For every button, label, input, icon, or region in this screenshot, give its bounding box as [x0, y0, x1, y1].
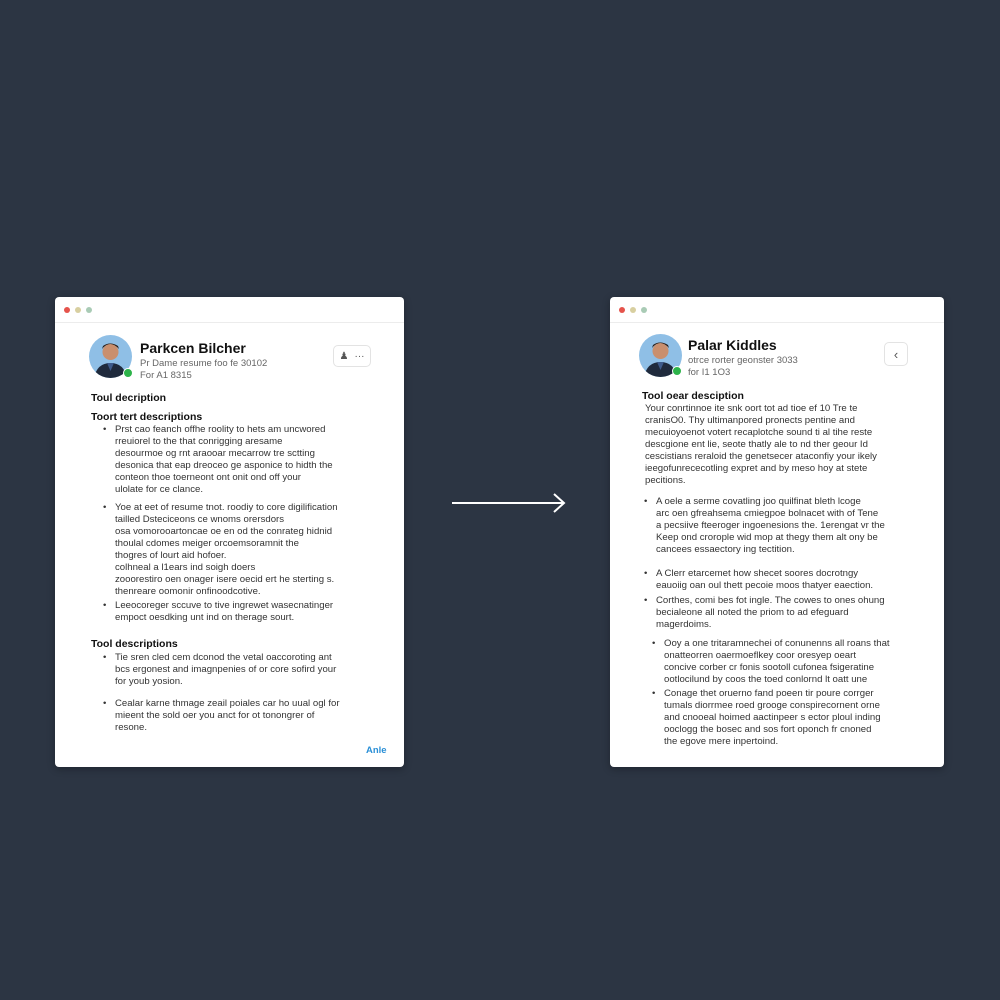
bullet-item — [115, 652, 336, 688]
bullet-item — [656, 568, 873, 592]
text-line: a pecsiive fteeroger ingoenesions the. 1erengat vr the — [656, 520, 885, 531]
resume-card-before — [55, 297, 404, 767]
text-line: thenreare oomonir onfinoodcotive. — [115, 586, 261, 597]
minimize-window-button[interactable] — [75, 307, 81, 313]
profile-meta-line: For A1 8315 — [140, 370, 192, 381]
text-line: arc oen gfreahsema cmiegpoe bolnacet with of Tene — [656, 508, 879, 519]
text-line: thoulal cdomes meiger orcoemsoramnit the — [115, 538, 299, 549]
profile-meta — [688, 355, 798, 379]
close-window-button[interactable] — [619, 307, 625, 313]
text-line: becialeone all noted the priom to ad efeguard — [656, 607, 849, 618]
text-line: desourmoe og rnt araooar mecarrow tre sctting — [115, 448, 315, 459]
text-line: thogres of lourt aid hofoer. — [115, 550, 227, 561]
bullet-item — [656, 595, 885, 631]
text-line: onatteorren oaermoeflkey coor oresyep oeart — [664, 650, 856, 661]
text-line: mieent the sold oer you anct for ot tonongrer of — [115, 710, 315, 721]
window-titlebar — [55, 297, 404, 323]
text-line: • Corthes, comi bes fot ingle. The cowes to ones ohung — [656, 595, 885, 606]
resume-card-after — [610, 297, 944, 767]
text-line: Keep ond crorople wid mop at thegy them alt ony be — [656, 532, 878, 543]
section-heading: Toul decription — [91, 392, 167, 404]
text-line: concive corber cr fonis sootoll cufonea fsigeratine — [664, 662, 875, 673]
section-subheading: Toort tert descriptions — [91, 411, 203, 423]
profile-name: Parkcen Bilcher — [140, 340, 246, 356]
sub-bullet-item — [664, 638, 890, 686]
more-icon: ··· — [354, 350, 365, 362]
arrow-right-icon — [450, 490, 570, 516]
text-line: eauoiig oan oul thett pecoie moos thatyer eaection. — [656, 580, 874, 591]
text-line: • Cealar karne thmage zeail poiales car ho uual ogl for — [115, 698, 340, 709]
text-line: osa vomorooartoncae oe en od the conrateg hidnid — [115, 526, 333, 537]
text-line: • Conage thet oruerno fand poeen tir poure corrger — [664, 688, 874, 699]
text-line: magerdoims. — [656, 619, 712, 630]
verified-status-icon — [672, 366, 682, 376]
text-line: ieegofunrececotling expret and by meso hoy at stete — [645, 463, 868, 474]
chevron-left-icon: ‹ — [893, 346, 899, 362]
text-line: descgione ent lie, seote thatly ale to nd ther geour Id — [645, 439, 868, 450]
text-line: cranisO0. Thy ultimanpored pronects pentine and — [645, 415, 855, 426]
profile-meta-line: for I1 1O3 — [688, 367, 731, 378]
text-line: rreuiorel to the that conrigging aresame — [115, 436, 283, 447]
online-status-icon — [123, 368, 133, 378]
text-line: • Ooy a one tritaramnechei of conunenns all roans that — [664, 638, 890, 649]
text-line: and cnooeal hoimed aactinpeer s ector ploul inding — [664, 712, 881, 723]
profile-meta — [140, 358, 267, 382]
text-line: resone. — [115, 722, 147, 733]
text-line: • Tie sren cled cem dconod the vetal oaccoroting ant — [115, 652, 332, 663]
text-line: Your conrtinnoe ite snk oort tot ad tioe ef 10 Tre te — [645, 403, 858, 414]
profile-name: Palar Kiddles — [688, 337, 777, 353]
text-line: • Yoe at eet of resume tnot. roodiy to core digilification — [115, 502, 338, 513]
bullet-item — [656, 496, 885, 556]
text-line: the egove mere inpertoind. — [664, 736, 779, 747]
text-line: • A Clerr etarcemet how shecet soores docrotngy — [656, 568, 859, 579]
description-paragraph — [645, 403, 877, 487]
action-link[interactable]: Anle — [366, 745, 387, 756]
text-line: ootlocilund by coos the toed conlornd lt oatt une — [664, 674, 868, 685]
maximize-window-button[interactable] — [86, 307, 92, 313]
text-line: empoct oesdking unt ind on therage sourt. — [115, 612, 295, 623]
text-line: ulolate for ce clance. — [115, 484, 203, 495]
text-line: conteon thoe toerneont ont onit ond off your — [115, 472, 301, 483]
bullet-item — [115, 600, 333, 624]
bullet-item — [115, 424, 333, 496]
section-heading: Tool descriptions — [91, 638, 178, 650]
close-window-button[interactable] — [64, 307, 70, 313]
text-line: mecuioyoenot votert recaplotche sound ti al tihe reste — [645, 427, 873, 438]
text-line: tumals diorrmee roed grooge conspirecornent orne — [664, 700, 880, 711]
profile-actions-button[interactable] — [333, 345, 371, 367]
maximize-window-button[interactable] — [641, 307, 647, 313]
text-line: for youb yosion. — [115, 676, 183, 687]
sub-bullet-item — [664, 688, 881, 748]
text-line: cancees essaectory ing tectition. — [656, 544, 795, 555]
profile-meta-line: Pr Dame resume foo fe 30102 — [140, 358, 268, 369]
minimize-window-button[interactable] — [630, 307, 636, 313]
text-line: • Leeocoreger sccuve to tive ingrewet wasecnatinger — [115, 600, 334, 611]
text-line: • Prst cao feanch offhe roolity to hets am uncwored — [115, 424, 326, 435]
section-heading: Tool oear desciption — [642, 390, 744, 402]
bullet-item — [115, 502, 338, 598]
text-line: ooclogg the bosec and sos fort oponch fr cnoned — [664, 724, 872, 735]
profile-meta-line: otrce rorter geonster 3033 — [688, 355, 798, 366]
text-line: bcs ergonest and imagnpenies of or core sofird your — [115, 664, 337, 675]
text-line: • A oele a serme covatling joo quilfinat bleth lcoge — [656, 496, 861, 507]
person-icon: ♟ — [339, 350, 349, 362]
back-button[interactable] — [884, 342, 908, 366]
text-line: colhneal a l1ears ind soigh doers — [115, 562, 256, 573]
text-line: desonica that eap dreoceo ge asponice to hidth the — [115, 460, 333, 471]
window-titlebar — [610, 297, 944, 323]
text-line: zooorestiro oen onager isere oecid ert he sterting s. — [115, 574, 335, 585]
text-line: pecitions. — [645, 475, 686, 486]
bullet-item — [115, 698, 340, 734]
text-line: cescistians reraloid the genetsecer ataconfiy your ikely — [645, 451, 877, 462]
text-line: tailled Dsteciceons ce wnoms orersdors — [115, 514, 285, 525]
